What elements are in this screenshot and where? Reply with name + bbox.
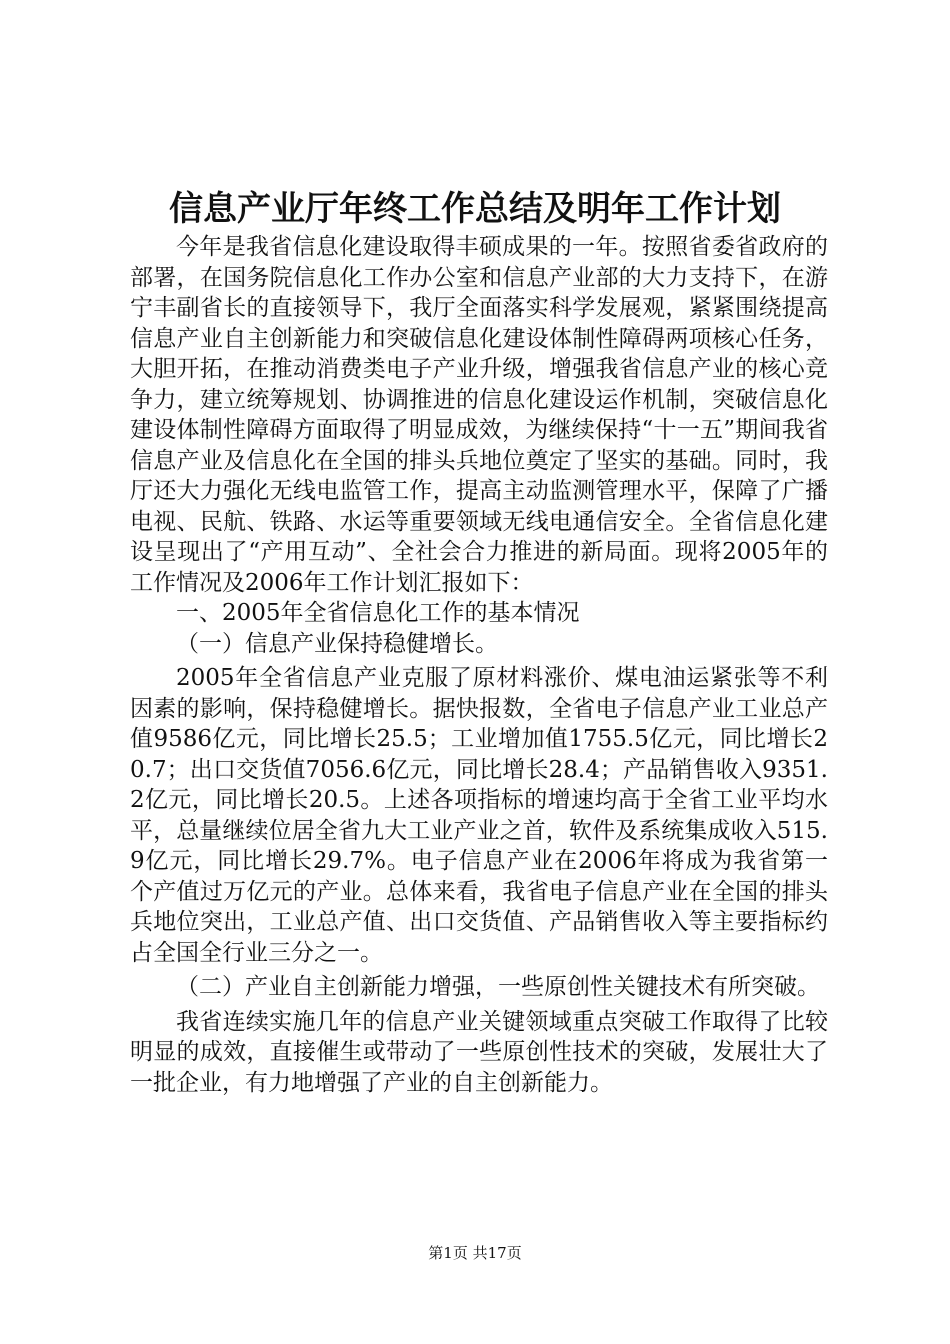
subsection-heading-1: （一）信息产业保持稳健增长。 xyxy=(176,630,498,657)
paragraph-intro: 今年是我省信息化建设取得丰硕成果的一年。按照省委省政府的部署，在国务院信息化工作办公室和信息产业部的大力支持下，在游宁丰副省长的直接领导下，我厅全面落实科学发展观，紧紧围绕提高信息产业自主创新能力和突破信息化建设体制性障碍两项核心任务，大胆开拓，在推动消费类电子产业升级，增强我省信息产业的核心竞争力，建立统筹规划、协调推进的信息化建设运作机制，突破信息化建设体制性障碍方面取得了明显成效，为继续保持“十一五”期间我省信息产业及信息化在全国的排头兵地位奠定了坚实的基础。同时，我厅还大力强化无线电监管工作，提高主动监测管理水平，保障了广播电视、民航、铁路、水运等重要领域无线电通信安全。全省信息化建设呈现出了“产用互动”、全社会合力推进的新局面。现将2005年的工作情况及2006年工作计划汇报如下： xyxy=(130,234,828,596)
document-body xyxy=(130,232,828,1098)
paragraph-industry-growth: 2005年全省信息产业克服了原材料涨价、煤电油运紧张等不利因素的影响，保持稳健增长。据快报数，全省电子信息产业工业总产值9586亿元，同比增长25.5；工业增加值1755.5亿元，同比增长20.7；出口交货值7056.6亿元，同比增长28.4；产品销售收入9351.2亿元，同比增长20.5。上述各项指标的增速均高于全省工业平均水平，总量继续位居全省九大工业产业之首，软件及系统集成收入515.9亿元，同比增长29.7%。电子信息产业在2006年将成为我省第一个产值过万亿元的产业。总体来看，我省电子信息产业在全国的排头兵地位突出，工业总产值、出口交货值、产品销售收入等主要指标约占全国全行业三分之一。 xyxy=(130,665,828,966)
document-title: 信息产业厅年终工作总结及明年工作计划 xyxy=(169,189,781,229)
paragraph-innovation: 我省连续实施几年的信息产业关键领域重点突破工作取得了比较明显的成效，直接催生或带动了一些原创性技术的突破，发展壮大了一批企业，有力地增强了产业的自主创新能力。 xyxy=(130,1008,828,1096)
subsection-heading-2: （二）产业自主创新能力增强，一些原创性关键技术有所突破。 xyxy=(176,974,820,1000)
page-footer: 第1页 共17页 xyxy=(428,1244,522,1262)
section-heading-1: 一、2005年全省信息化工作的基本情况 xyxy=(176,600,580,626)
